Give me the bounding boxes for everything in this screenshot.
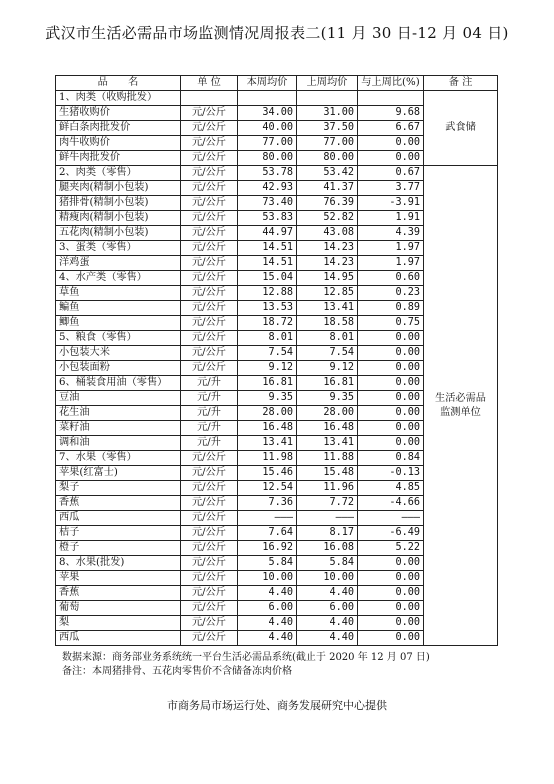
cell-unit: 元/公斤 [181,511,238,526]
cell-item-name: 梨 [56,616,181,631]
cell-change: 5.22 [358,541,424,556]
cell-unit: 元/公斤 [181,301,238,316]
cell-item-name: 菜籽油 [56,421,181,436]
data-source-note: 数据来源：商务部业务系统统一平台生活必需品系统(截止于 2020 年 12 月 07 日) [62,652,430,663]
cell-this-week: 7.36 [238,496,297,511]
cell-last-week: 77.00 [297,136,358,151]
cell-this-week: 11.98 [238,451,297,466]
cell-item-name: 调和油 [56,436,181,451]
cell-last-week: 53.42 [297,166,358,181]
cell-this-week: 5.84 [238,556,297,571]
cell-item-name: 6、桶装食用油（零售） [56,376,181,391]
cell-item-name: 五花肉(精制小包装) [56,226,181,241]
cell-this-week: 40.00 [238,121,297,136]
cell-last-week: 11.88 [297,451,358,466]
cell-last-week: 43.08 [297,226,358,241]
header-remark: 备 注 [424,76,498,91]
report-title: 武汉市生活必需品市场监测情况周报表二(11 月 30 日-12 月 04 日) [45,24,509,42]
cell-this-week: ——— [238,511,297,526]
cell-item-name: 肉牛收购价 [56,136,181,151]
cell-last-week: 4.40 [297,616,358,631]
cell-unit: 元/公斤 [181,466,238,481]
cell-change: 4.85 [358,481,424,496]
remark-monitor-unit [424,166,498,646]
cell-change: 0.67 [358,166,424,181]
cell-change: -3.91 [358,196,424,211]
cell-change: 4.39 [358,226,424,241]
cell-this-week: 53.78 [238,166,297,181]
cell-change: 0.00 [358,361,424,376]
cell-last-week: 14.23 [297,256,358,271]
cell-last-week: 6.00 [297,601,358,616]
cell-unit: 元/公斤 [181,196,238,211]
cell-change: 3.77 [358,181,424,196]
cell-unit: 元/公斤 [181,136,238,151]
cell-this-week: 14.51 [238,241,297,256]
cell-this-week: 53.83 [238,211,297,226]
cell-item-name: 精瘦肉(精制小包装) [56,211,181,226]
cell-change: 0.00 [358,631,424,646]
cell-unit: 元/升 [181,436,238,451]
cell-item-name: 鲜牛肉批发价 [56,151,181,166]
cell-this-week: 18.72 [238,316,297,331]
cell-item-name: 小包装大米 [56,346,181,361]
cell-last-week: 4.40 [297,631,358,646]
cell-item-name: 葡萄 [56,601,181,616]
cell-unit: 元/公斤 [181,361,238,376]
cell-item-name: 8、水果(批发) [56,556,181,571]
cell-change: 1.91 [358,211,424,226]
table-body [56,91,498,646]
header-last-week: 上周均价 [297,76,358,91]
cell-unit: 元/公斤 [181,151,238,166]
cell-unit: 元/公斤 [181,331,238,346]
cell-change: ——— [358,511,424,526]
remark-note: 备注：本周猪排骨、五花肉零售价不含储备冻肉价格 [62,666,292,677]
cell-last-week: 15.48 [297,466,358,481]
table-row [56,166,498,181]
cell-change: 0.00 [358,586,424,601]
cell-change: 0.00 [358,616,424,631]
cell-item-name: 香蕉 [56,586,181,601]
cell-this-week: 7.64 [238,526,297,541]
cell-this-week: 7.54 [238,346,297,361]
cell-unit: 元/公斤 [181,271,238,286]
cell-last-week: 11.96 [297,481,358,496]
cell-this-week: 42.93 [238,181,297,196]
cell-item-name: 草鱼 [56,286,181,301]
cell-change: -6.49 [358,526,424,541]
header-unit: 单 位 [181,76,238,91]
cell-this-week: 77.00 [238,136,297,151]
header-this-week: 本周均价 [238,76,297,91]
cell-last-week: 7.72 [297,496,358,511]
cell-last-week: 4.40 [297,586,358,601]
cell-change: 1.97 [358,256,424,271]
cell-change: 0.89 [358,301,424,316]
cell-unit: 元/公斤 [181,226,238,241]
cell-this-week: 4.40 [238,631,297,646]
cell-this-week: 9.35 [238,391,297,406]
cell-item-name: 2、肉类（零售） [56,166,181,181]
cell-last-week: 14.95 [297,271,358,286]
cell-unit: 元/公斤 [181,481,238,496]
cell-this-week: 8.01 [238,331,297,346]
cell-unit: 元/公斤 [181,616,238,631]
cell-unit: 元/升 [181,406,238,421]
cell-last-week: 13.41 [297,436,358,451]
cell-item-name: 鳊鱼 [56,301,181,316]
table-header-row [56,76,498,91]
cell-last-week: 28.00 [297,406,358,421]
cell-unit: 元/公斤 [181,631,238,646]
cell-last-week: 8.01 [297,331,358,346]
cell-unit: 元/升 [181,376,238,391]
cell-last-week: 5.84 [297,556,358,571]
cell-item-name: 苹果(红富士) [56,466,181,481]
cell-item-name: 梨子 [56,481,181,496]
cell-last-week: 18.58 [297,316,358,331]
cell-this-week: 12.88 [238,286,297,301]
cell-unit: 元/公斤 [181,556,238,571]
cell-change: 0.00 [358,556,424,571]
cell-last-week: 16.81 [297,376,358,391]
cell-item-name: 5、粮食（零售） [56,331,181,346]
cell-unit [181,91,238,106]
cell-item-name: 小包装面粉 [56,361,181,376]
cell-change: 0.00 [358,346,424,361]
cell-unit: 元/公斤 [181,211,238,226]
cell-change: 0.00 [358,436,424,451]
cell-this-week: 14.51 [238,256,297,271]
cell-item-name: 西瓜 [56,631,181,646]
cell-last-week: 9.12 [297,361,358,376]
cell-this-week: 12.54 [238,481,297,496]
cell-last-week: 16.08 [297,541,358,556]
cell-change: 6.67 [358,121,424,136]
header-item: 品 名 [56,76,181,91]
cell-unit: 元/公斤 [181,526,238,541]
cell-unit: 元/公斤 [181,571,238,586]
cell-item-name: 3、蛋类（零售） [56,241,181,256]
cell-change: 0.00 [358,406,424,421]
cell-change: 0.00 [358,571,424,586]
cell-unit: 元/公斤 [181,121,238,136]
cell-unit: 元/公斤 [181,316,238,331]
cell-unit: 元/公斤 [181,541,238,556]
cell-unit: 元/公斤 [181,586,238,601]
cell-this-week: 10.00 [238,571,297,586]
cell-change: -0.13 [358,466,424,481]
cell-last-week: 10.00 [297,571,358,586]
cell-change: 0.60 [358,271,424,286]
cell-item-name: 苹果 [56,571,181,586]
cell-item-name: 鲜白条肉批发价 [56,121,181,136]
cell-change: 0.00 [358,421,424,436]
cell-this-week: 15.46 [238,466,297,481]
cell-change: 1.97 [358,241,424,256]
table-row [56,91,498,106]
cell-item-name: 洋鸡蛋 [56,256,181,271]
cell-unit: 元/公斤 [181,496,238,511]
cell-this-week: 16.48 [238,421,297,436]
cell-last-week: 8.17 [297,526,358,541]
cell-change: 0.84 [358,451,424,466]
cell-unit: 元/升 [181,391,238,406]
cell-item-name: 4、水产类（零售） [56,271,181,286]
cell-change: 0.00 [358,151,424,166]
cell-last-week: 7.54 [297,346,358,361]
cell-item-name: 7、水果（零售） [56,451,181,466]
cell-unit: 元/公斤 [181,241,238,256]
cell-this-week: 13.53 [238,301,297,316]
cell-this-week: 73.40 [238,196,297,211]
footer-provider: 市商务局市场运行处、商务发展研究中心提供 [167,699,387,712]
cell-last-week: ——— [297,511,358,526]
cell-last-week: 14.23 [297,241,358,256]
cell-last-week [297,91,358,106]
cell-unit: 元/公斤 [181,256,238,271]
cell-last-week: 37.50 [297,121,358,136]
cell-this-week: 28.00 [238,406,297,421]
cell-this-week: 6.00 [238,601,297,616]
cell-this-week: 16.81 [238,376,297,391]
header-change: 与上周比(%) [358,76,424,91]
cell-last-week: 16.48 [297,421,358,436]
cell-this-week: 4.40 [238,586,297,601]
remark-wushichu: 武食储 [424,91,498,166]
cell-this-week: 4.40 [238,616,297,631]
cell-last-week: 12.85 [297,286,358,301]
cell-this-week [238,91,297,106]
cell-last-week: 80.00 [297,151,358,166]
cell-this-week: 80.00 [238,151,297,166]
cell-last-week: 52.82 [297,211,358,226]
cell-item-name: 1、肉类（收购批发） [56,91,181,106]
cell-this-week: 15.04 [238,271,297,286]
cell-item-name: 桔子 [56,526,181,541]
cell-this-week: 34.00 [238,106,297,121]
notes [62,651,430,679]
cell-item-name: 香蕉 [56,496,181,511]
cell-change [358,91,424,106]
cell-item-name: 花生油 [56,406,181,421]
remark-monitor-unit-line1: 生活必需品 [435,392,486,404]
cell-item-name: 橙子 [56,541,181,556]
cell-this-week: 13.41 [238,436,297,451]
cell-unit: 元/公斤 [181,286,238,301]
cell-item-name: 腿夹肉(精制小包装) [56,181,181,196]
cell-unit: 元/公斤 [181,601,238,616]
cell-change: 9.68 [358,106,424,121]
cell-unit: 元/公斤 [181,106,238,121]
cell-change: 0.00 [358,391,424,406]
cell-item-name: 生猪收购价 [56,106,181,121]
cell-item-name: 猪排骨(精制小包装) [56,196,181,211]
cell-unit: 元/公斤 [181,181,238,196]
cell-last-week: 31.00 [297,106,358,121]
cell-change: 0.23 [358,286,424,301]
cell-change: 0.00 [358,331,424,346]
cell-item-name: 鲫鱼 [56,316,181,331]
cell-last-week: 41.37 [297,181,358,196]
price-table [55,75,498,646]
cell-last-week: 13.41 [297,301,358,316]
cell-item-name: 西瓜 [56,511,181,526]
cell-change: -4.66 [358,496,424,511]
cell-unit: 元/公斤 [181,346,238,361]
remark-monitor-unit-line2: 监测单位 [440,406,481,418]
cell-last-week: 76.39 [297,196,358,211]
cell-this-week: 44.97 [238,226,297,241]
cell-unit: 元/公斤 [181,451,238,466]
cell-change: 0.00 [358,601,424,616]
cell-this-week: 9.12 [238,361,297,376]
cell-unit: 元/公斤 [181,166,238,181]
cell-change: 0.00 [358,376,424,391]
cell-change: 0.75 [358,316,424,331]
cell-item-name: 豆油 [56,391,181,406]
cell-unit: 元/升 [181,421,238,436]
cell-change: 0.00 [358,136,424,151]
cell-this-week: 16.92 [238,541,297,556]
cell-last-week: 9.35 [297,391,358,406]
